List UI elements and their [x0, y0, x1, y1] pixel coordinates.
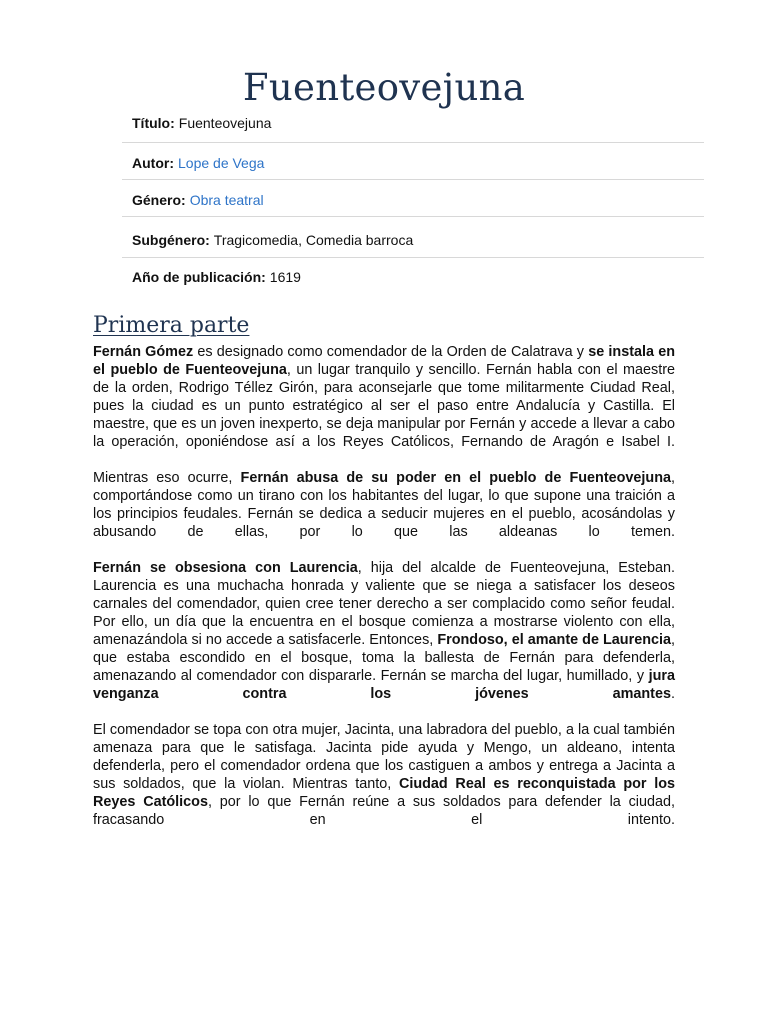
bold-span: Fernán abusa de su poder en el pueblo de Fuenteovejuna — [240, 470, 672, 486]
anio-value: 1619 — [269, 269, 301, 285]
subgenero-label: Subgénero: — [132, 232, 210, 248]
text-span: es designado como comendador de la Orden de Calatrava y — [193, 344, 589, 360]
paragraph-1 — [93, 343, 675, 451]
text-span: , por lo que Fernán reúne a sus soldados para defender la ciudad, fracasando en el intento. — [93, 794, 675, 828]
text-span: , que estaba escondido en el bosque, toma la ballesta de Fernán para defenderla, amenazando al comendador con dispararle. Fernán se marcha del lugar, humillado, y — [93, 632, 675, 684]
titulo-label: Título: — [132, 115, 175, 131]
bold-span: Fernán se obsesiona con Laurencia — [93, 560, 358, 576]
autor-label: Autor: — [132, 155, 174, 171]
paragraph-2 — [93, 469, 675, 541]
paragraph-4 — [93, 721, 675, 829]
autor-link[interactable]: Lope de Vega — [178, 155, 265, 171]
bold-span: Ciudad Real es reconquistada por los Reyes Católicos — [93, 776, 675, 810]
bold-span: Frondoso, el amante de Laurencia — [437, 632, 671, 648]
text-span: . — [671, 686, 675, 702]
bold-span: jura venganza contra los jóvenes amantes — [93, 668, 675, 702]
section-title: Primera parte — [93, 313, 250, 338]
article-body — [93, 343, 675, 847]
text-span: , hija del alcalde de Fuenteovejuna, Esteban. Laurencia es una muchacha honrada y valiente que se niega a satisfacer los deseos carnales del comendador, quien cree tener derecho a ser complacido como señor feudal. Por ello, un día que la encuentra en el bosque comienza a mostrarse violento con ella, amenazándola si no accede a satisfacerle. Entonces, — [93, 560, 676, 648]
titulo-value: Fuenteovejuna — [178, 115, 272, 131]
metadata-table — [122, 104, 704, 296]
meta-row-genero — [122, 180, 704, 217]
page-title: Fuenteovejuna — [242, 66, 526, 109]
meta-row-anio — [122, 258, 704, 296]
text-span: , un lugar tranquilo y sencillo. Fernán habla con el maestre de la orden, Rodrigo Téllez Girón, para aconsejarle que tome militarmente Ciudad Real, pues la ciudad es un punto estratégico al ser el paso entre Andalucía y Castilla. El maestre, que es un joven inexperto, se deja manipular por Fernán y accede a llevar a cabo la operación, oponiéndose así a los Reyes Católicos, Fernando de Aragón e Isabel I. — [93, 362, 675, 450]
text-span: Mientras eso ocurre, — [93, 470, 241, 486]
meta-row-autor — [122, 143, 704, 180]
bold-span: se instala en el pueblo de Fuenteovejuna — [93, 344, 675, 378]
genero-link[interactable]: Obra teatral — [189, 192, 264, 208]
text-span: El comendador se topa con otra mujer, Jacinta, una labradora del pueblo, a la cual también amenaza para que le satisfaga. Jacinta pide ayuda y Mengo, un aldeano, intenta defenderla, pero el comendador ordena que los castiguen a ambos y entrega a Jacinta a sus soldados, que la violan. Mientras tanto, — [93, 722, 675, 792]
meta-row-subgenero — [122, 217, 704, 258]
genero-label: Género: — [132, 192, 186, 208]
text-span: , comportándose como un tirano con los habitantes del lugar, lo que supone una traición a los principios feudales. Fernán se dedica a seducir mujeres en el pueblo, acosándolas y abusando de ellas, por lo que las aldeanas lo temen. — [93, 470, 676, 540]
bold-span: Fernán Gómez — [93, 344, 194, 360]
meta-row-titulo — [122, 104, 704, 143]
paragraph-3 — [93, 559, 675, 703]
anio-label: Año de publicación: — [132, 269, 266, 285]
subgenero-value: Tragicomedia, Comedia barroca — [213, 232, 414, 248]
